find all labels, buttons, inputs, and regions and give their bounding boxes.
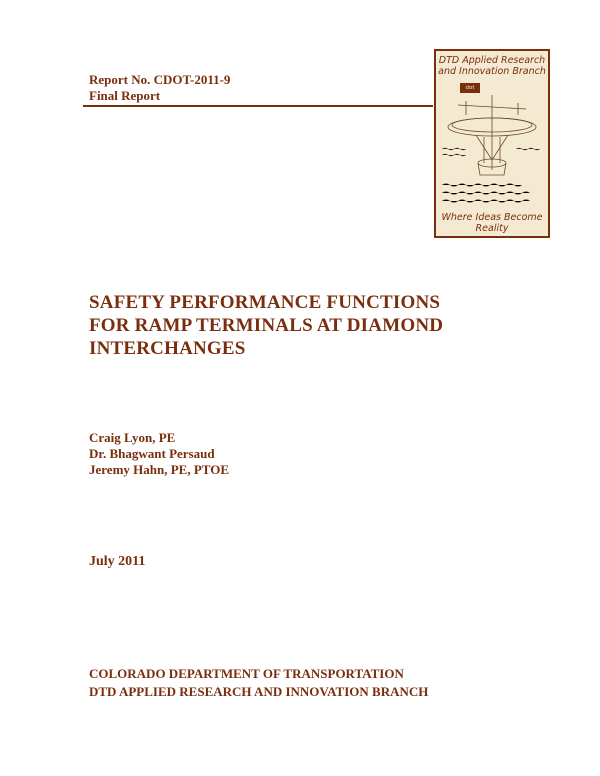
logo-top-text: DTD Applied Research and Innovation Branch [438, 55, 546, 77]
report-number: Report No. CDOT-2011-9 [89, 72, 231, 87]
author-list [89, 430, 229, 478]
author-name: Jeremy Hahn, PE, PTOE [89, 462, 229, 477]
department-line: DTD APPLIED RESEARCH AND INNOVATION BRANCH [89, 684, 429, 699]
branch-logo [434, 49, 550, 238]
report-date: July 2011 [89, 554, 146, 569]
title-line: SAFETY PERFORMANCE FUNCTIONS [89, 292, 441, 313]
department-block [89, 665, 428, 701]
report-info [89, 72, 431, 104]
department-line: COLORADO DEPARTMENT OF TRANSPORTATION [89, 666, 404, 681]
report-title [89, 291, 529, 360]
author-name: Dr. Bhagwant Persaud [89, 446, 215, 461]
header-rule [83, 105, 433, 107]
logo-bottom-text: Where Ideas Become Reality [441, 212, 543, 234]
author-name: Craig Lyon, PE [89, 430, 176, 445]
helicopter-sketch-icon [436, 75, 548, 210]
report-type: Final Report [89, 88, 161, 103]
title-line: INTERCHANGES [89, 338, 246, 359]
dot-badge: dot [460, 83, 480, 93]
title-line: FOR RAMP TERMINALS AT DIAMOND [89, 315, 444, 336]
